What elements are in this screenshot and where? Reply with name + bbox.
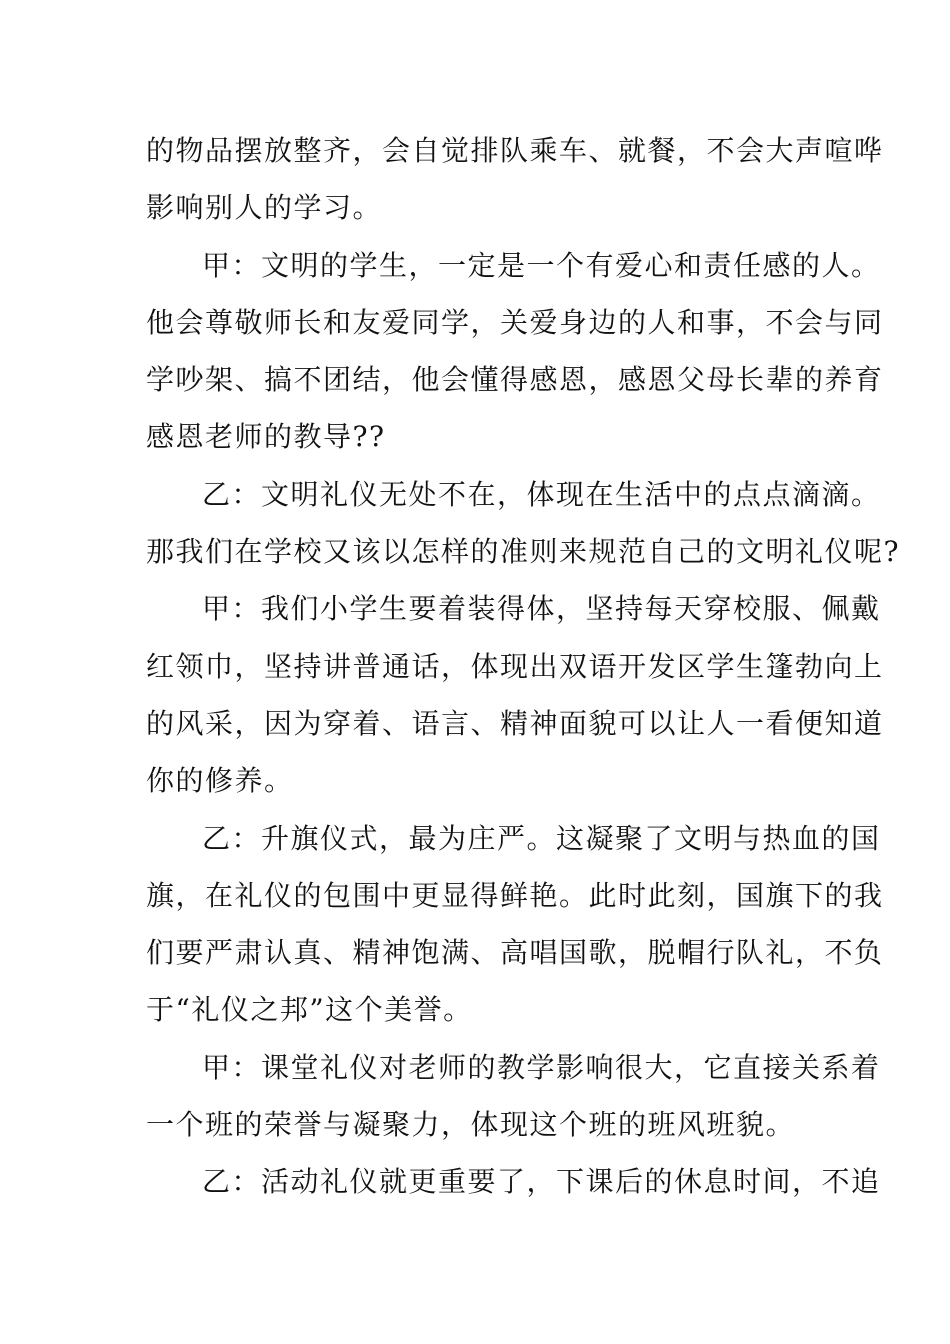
text-line: 甲：我们小学生要着装得体，坚持每天穿校服、佩戴 xyxy=(202,592,881,626)
text-line: 乙：活动礼仪就更重要了，下课后的休息时间，不追 xyxy=(202,1165,881,1199)
document-body xyxy=(146,122,901,1211)
text-line: 学吵架、搞不团结，他会懂得感恩，感恩父母长辈的养育 xyxy=(146,363,884,397)
text-line: 们要严肃认真、精神饱满、高唱国歌，脱帽行队礼，不负 xyxy=(146,936,884,970)
text-line: 感恩老师的教导?? xyxy=(146,420,386,454)
text-line: 你的修养。 xyxy=(146,764,294,798)
text-line: 他会尊敬师长和友爱同学，关爱身边的人和事，不会与同 xyxy=(146,305,884,339)
text-line: 于“礼仪之邦”这个美誉。 xyxy=(146,993,473,1027)
text-line: 的风采，因为穿着、语言、精神面貌可以让人一看便知道 xyxy=(146,706,884,740)
text-line: 的物品摆放整齐，会自觉排队乘车、就餐，不会大声喧哗 xyxy=(146,134,884,167)
text-line: 旗，在礼仪的包围中更显得鲜艳。此时此刻，国旗下的我 xyxy=(146,878,884,912)
text-line: 影响别人的学习。 xyxy=(146,191,383,225)
text-line: 乙：文明礼仪无处不在，体现在生活中的点点滴滴。 xyxy=(202,477,881,511)
text-line: 乙：升旗仪式，最为庄严。这凝聚了文明与热血的国 xyxy=(202,821,881,855)
text-line: 那我们在学校又该以怎样的准则来规范自己的文明礼仪呢? xyxy=(146,535,901,569)
text-line: 甲：文明的学生，一定是一个有爱心和责任感的人。 xyxy=(202,248,881,282)
text-line: 甲：课堂礼仪对老师的教学影响很大，它直接关系着 xyxy=(202,1050,881,1084)
text-line: 红领巾，坚持讲普通话，体现出双语开发区学生篷勃向上 xyxy=(146,649,884,683)
text-line: 一个班的荣誉与凝聚力，体现这个班的班风班貌。 xyxy=(146,1108,796,1142)
